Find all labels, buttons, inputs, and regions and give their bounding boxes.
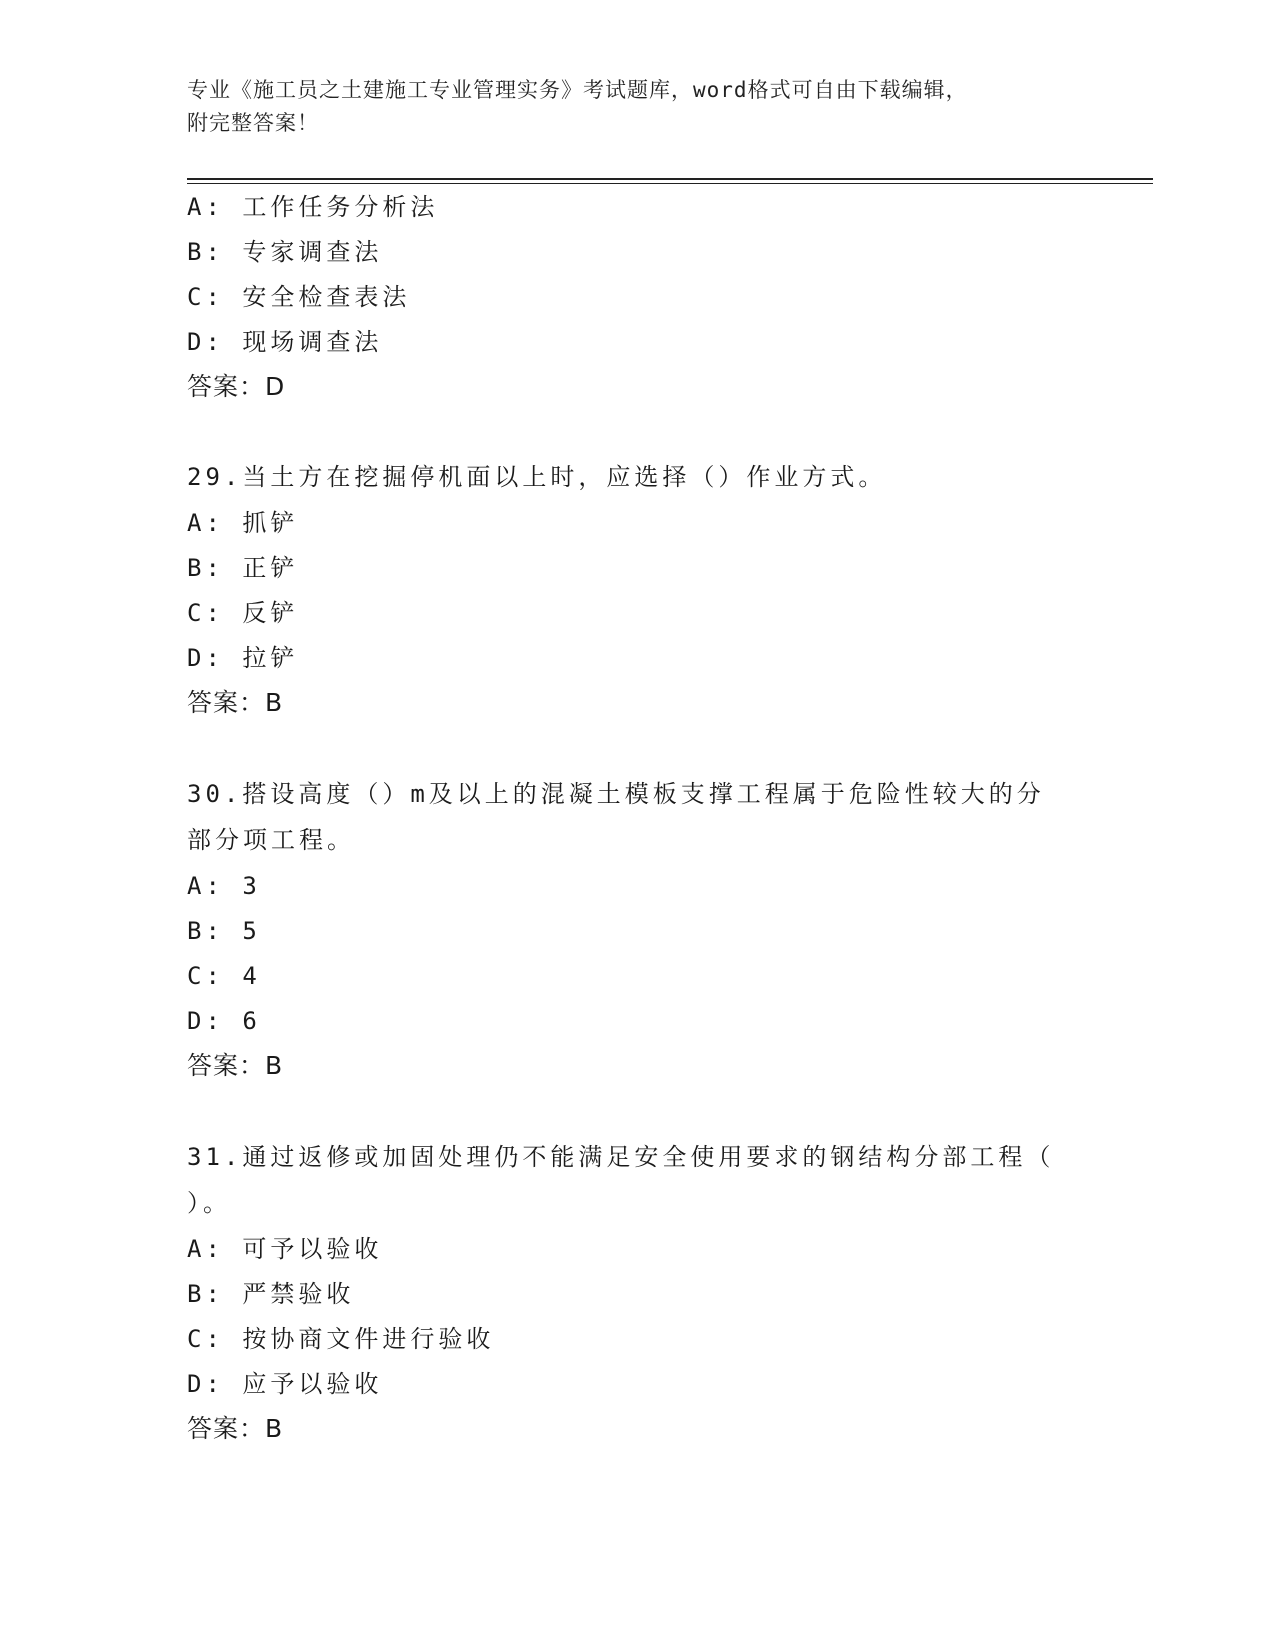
q29-option-c: C: 反铲 <box>187 599 299 627</box>
q28-option-b: B: 专家调查法 <box>187 238 383 266</box>
q29-option-b: B: 正铲 <box>187 554 299 582</box>
q28-answer: 答案：D <box>187 372 286 401</box>
q28-option-a: A: 工作任务分析法 <box>187 193 439 221</box>
q31-option-c: C: 按协商文件进行验收 <box>187 1325 495 1353</box>
q29-answer: 答案：B <box>187 688 284 717</box>
document-header <box>187 74 1087 140</box>
header-rule-thick <box>187 178 1153 180</box>
q30-option-c: C: 4 <box>187 962 261 990</box>
q30-answer: 答案：B <box>187 1051 284 1080</box>
q30-stem-line-1: 30.搭设高度（）m及以上的混凝土模板支撑工程属于危险性较大的分 <box>187 780 1045 808</box>
q30-option-a: A: 3 <box>187 872 261 900</box>
q30-option-d: D: 6 <box>187 1007 261 1035</box>
header-line-1: 专业《施工员之土建施工专业管理实务》考试题库，word格式可自由下载编辑， <box>187 78 968 102</box>
q29-option-a: A: 抓铲 <box>187 509 299 537</box>
q31-answer: 答案：B <box>187 1414 284 1443</box>
header-rule-thin <box>187 183 1153 184</box>
q31-option-b: B: 严禁验收 <box>187 1280 355 1308</box>
header-line-2: 附完整答案！ <box>187 111 319 135</box>
q29-stem: 29.当土方在挖掘停机面以上时，应选择（）作业方式。 <box>187 463 887 491</box>
q30-option-b: B: 5 <box>187 917 261 945</box>
q28-option-c: C: 安全检查表法 <box>187 283 411 311</box>
q29-option-d: D: 拉铲 <box>187 644 299 672</box>
q31-option-a: A: 可予以验收 <box>187 1235 383 1263</box>
q28-option-d: D: 现场调查法 <box>187 328 383 356</box>
q30-stem-line-2: 部分项工程。 <box>187 826 355 854</box>
q31-option-d: D: 应予以验收 <box>187 1370 383 1398</box>
q31-stem-line-1: 31.通过返修或加固处理仍不能满足安全使用要求的钢结构分部工程（ <box>187 1143 1055 1171</box>
q31-stem-line-2: ）。 <box>187 1189 231 1217</box>
